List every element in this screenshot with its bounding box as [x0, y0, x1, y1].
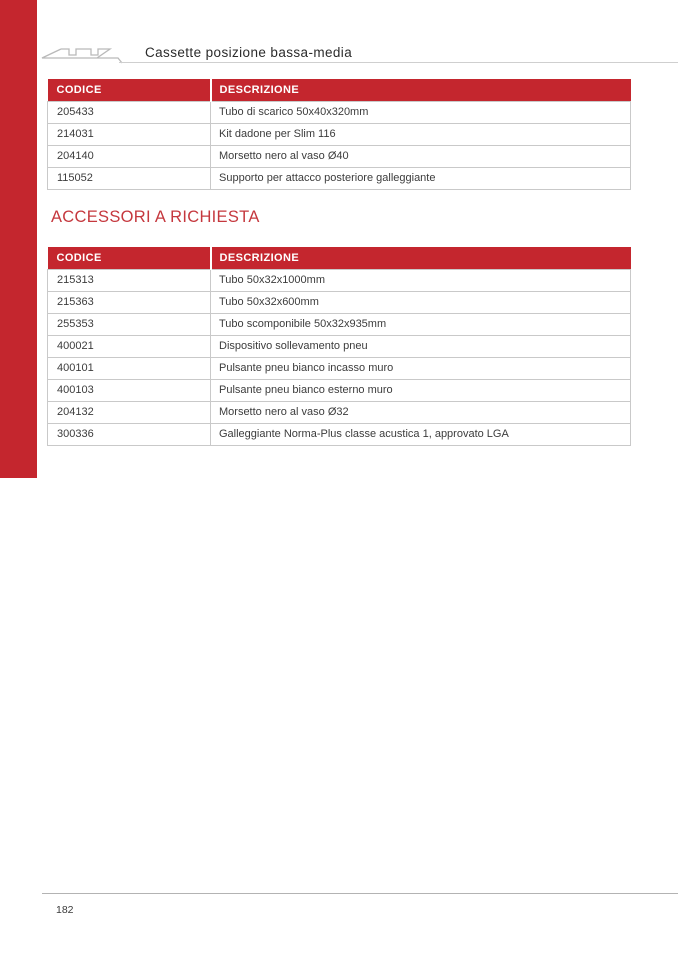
code-cell: 400021 — [48, 335, 211, 357]
accessories-table — [47, 247, 631, 446]
description-cell: Morsetto nero al vaso Ø32 — [211, 401, 631, 423]
description-cell: Tubo 50x32x600mm — [211, 291, 631, 313]
column-header-descrizione: DESCRIZIONE — [211, 79, 631, 101]
plate-profile-icon — [39, 43, 123, 74]
table-row — [48, 313, 631, 335]
code-cell: 204140 — [48, 145, 211, 167]
section-title: ACCESSORI A RICHIESTA — [51, 208, 260, 226]
table-row — [48, 291, 631, 313]
footer-rule — [42, 893, 678, 894]
page-title: Cassette posizione bassa-media — [145, 45, 353, 60]
table-row — [48, 123, 631, 145]
description-cell: Tubo 50x32x1000mm — [211, 269, 631, 291]
description-cell: Galleggiante Norma-Plus classe acustica 1, approvato LGA — [211, 423, 631, 445]
code-cell: 300336 — [48, 423, 211, 445]
table-row — [48, 269, 631, 291]
standard-parts-table — [47, 79, 631, 190]
code-cell: 255353 — [48, 313, 211, 335]
table-row — [48, 167, 631, 189]
page-number: 182 — [56, 904, 74, 916]
code-cell: 215363 — [48, 291, 211, 313]
table-row — [48, 145, 631, 167]
code-cell: 205433 — [48, 101, 211, 123]
code-cell: 215313 — [48, 269, 211, 291]
description-cell: Supporto per attacco posteriore galleggiante — [211, 167, 631, 189]
description-cell: Kit dadone per Slim 116 — [211, 123, 631, 145]
table-row — [48, 101, 631, 123]
code-cell: 400101 — [48, 357, 211, 379]
description-cell: Pulsante pneu bianco esterno muro — [211, 379, 631, 401]
table-row — [48, 335, 631, 357]
table-row — [48, 379, 631, 401]
red-side-bar — [0, 0, 37, 478]
description-cell: Pulsante pneu bianco incasso muro — [211, 357, 631, 379]
table-row — [48, 423, 631, 445]
column-header-descrizione: DESCRIZIONE — [211, 247, 631, 269]
code-cell: 400103 — [48, 379, 211, 401]
code-cell: 204132 — [48, 401, 211, 423]
description-cell: Tubo scomponibile 50x32x935mm — [211, 313, 631, 335]
description-cell: Morsetto nero al vaso Ø40 — [211, 145, 631, 167]
code-cell: 115052 — [48, 167, 211, 189]
code-cell: 214031 — [48, 123, 211, 145]
description-cell: Tubo di scarico 50x40x320mm — [211, 101, 631, 123]
table-row — [48, 401, 631, 423]
column-header-codice: CODICE — [48, 79, 211, 101]
column-header-codice: CODICE — [48, 247, 211, 269]
header-rule — [119, 62, 678, 63]
description-cell: Dispositivo sollevamento pneu — [211, 335, 631, 357]
table-row — [48, 357, 631, 379]
